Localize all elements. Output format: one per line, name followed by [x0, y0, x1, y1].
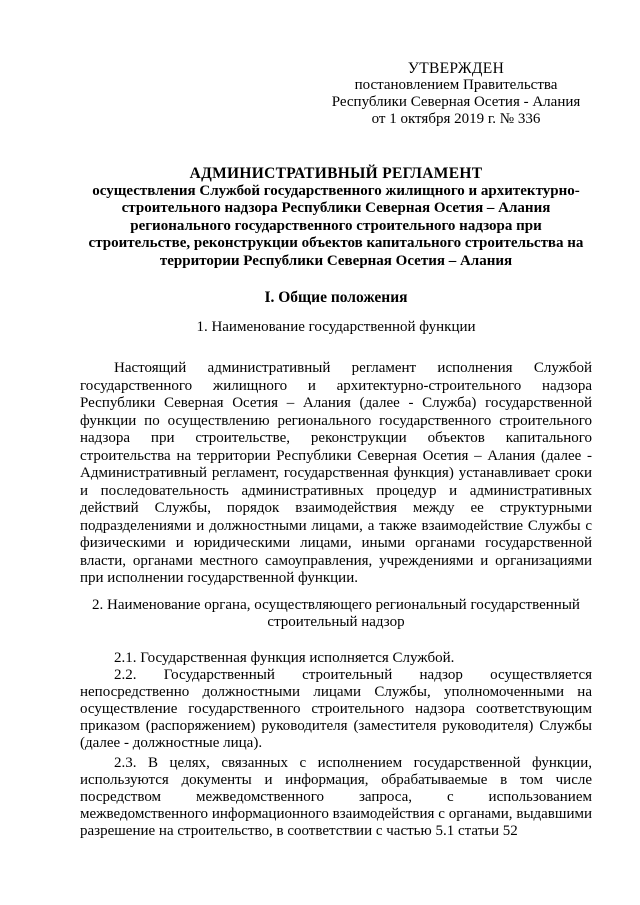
document-subtitle: осуществления Службой государственного жилищного и архитектурно-строительного надзора Республики Северная Осетия – Алания регионального государственного строительного надзора при строительстве, реконструкции объектов капитального строительства на территории Республики Северная Осетия – Алания: [88, 182, 584, 269]
subsection-1-heading: 1. Наименование государственной функции: [196, 319, 476, 335]
approval-heading: УТВЕРЖДЕН: [407, 60, 505, 77]
approval-line-3: от 1 октября 2019 г. № 336: [371, 111, 541, 127]
section-heading: I. Общие положения: [264, 289, 408, 306]
paragraph-2-2: 2.2. Государственный строительный надзор осуществляется непосредственно должностными лицами Службы, уполномоченными на осуществление государственного строительного надзора соответствующим приказом (распоряжением) руководителя (заместителя руководителя) Службы (далее - должностные лица).: [80, 667, 592, 751]
approval-stamp: [320, 60, 592, 128]
document-title: [80, 165, 592, 270]
subsection-2-heading: 2. Наименование органа, осуществляющего региональный государственный строительный надзор: [92, 597, 580, 630]
paragraph-2-3: 2.3. В целях, связанных с исполнением государственной функции, используются документы и информация, обрабатываемые в том числе посредством межведомственного запроса, с использованием межведомственного информационного взаимодействия с органами, выдавшими разрешение на строительство, в соответствии с частью 5.1 статьи 52: [80, 755, 592, 839]
paragraph-1: Настоящий административный регламент исполнения Службой государственного жилищного и архитектурно-строительного надзора Республики Северная Осетия – Алания (далее - Служба) государственной функции по осуществлению регионального государственного строительного надзора при строительстве, реконструкции объектов капитального строительства на территории Республики Северная Осетия – Алания (далее - Административный регламент, государственная функция) устанавливает сроки и последовательность административных процедур и административных действий Службы, порядок взаимодействия между ее структурными подразделениями и должностными лицами, а также взаимодействие Службы с физическими и юридическими лицами, иными органами государственной власти, органами местного самоуправления, учреждениями и организациями при исполнении государственной функции.: [80, 360, 592, 586]
approval-line-1: постановлением Правительства: [354, 77, 558, 93]
approval-line-2: Республики Северная Осетия - Алания: [331, 94, 581, 110]
document-title-main: АДМИНИСТРАТИВНЫЙ РЕГЛАМЕНТ: [189, 165, 483, 182]
paragraph-2-1: 2.1. Государственная функция исполняется Службой.: [114, 650, 455, 666]
